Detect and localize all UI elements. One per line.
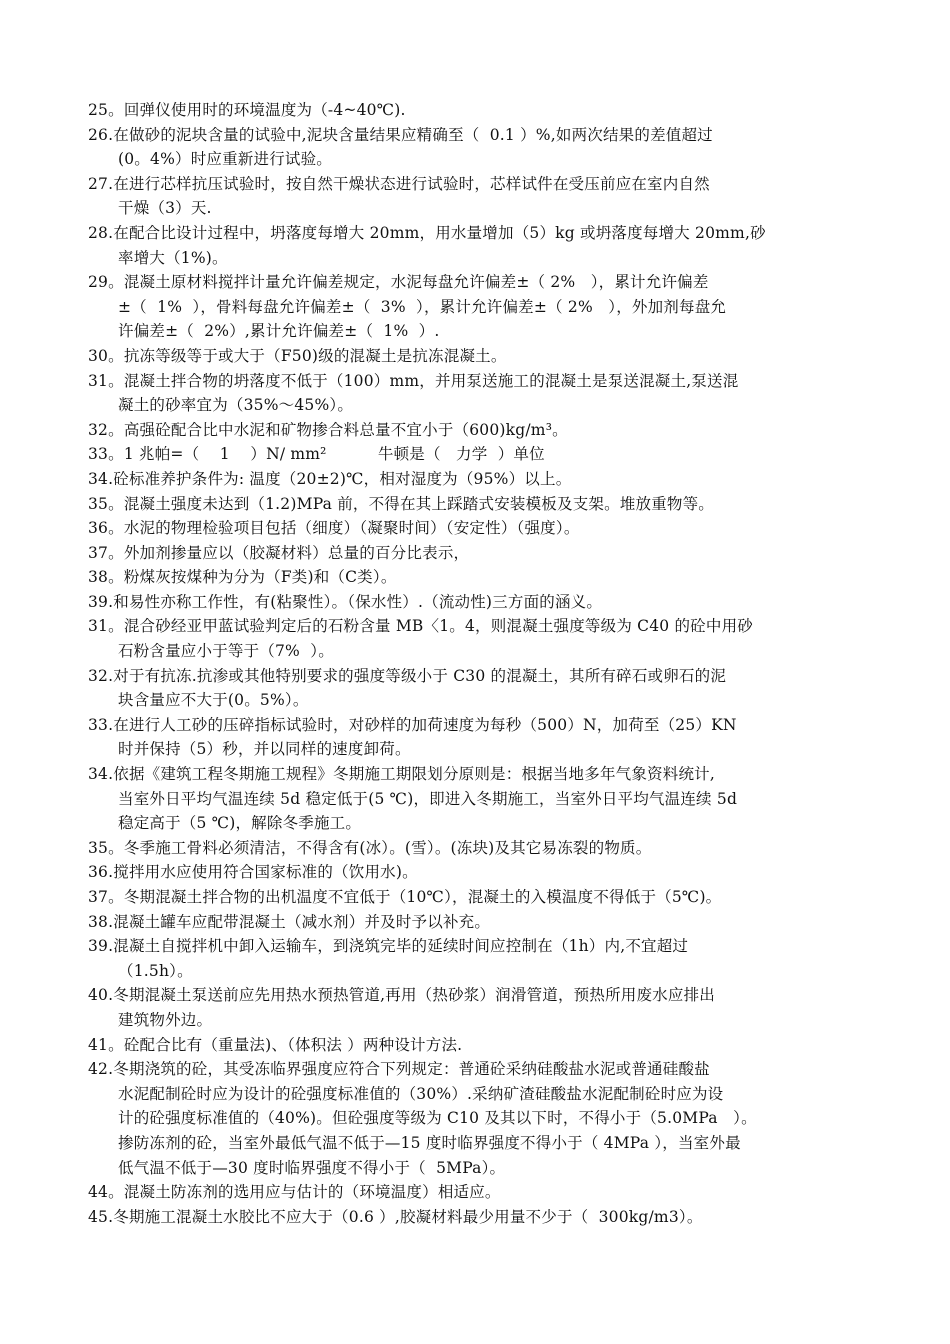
question-item <box>88 565 874 590</box>
question-item <box>88 885 874 910</box>
question-item <box>88 910 874 935</box>
question-item <box>88 614 874 663</box>
question-item <box>88 516 874 541</box>
question-item <box>88 934 874 983</box>
question-item <box>88 1033 874 1058</box>
question-item <box>88 541 874 566</box>
question-item <box>88 344 874 369</box>
question-line: 33。1 兆帕=（ 1 ）N/ mm² 牛顿是（ 力学 ）单位 <box>88 445 545 464</box>
question-continuation-line: 率增大（1%)。 <box>118 248 228 267</box>
question-line: 30。抗冻等级等于或大于（F50)级的混凝土是抗冻混凝土。 <box>88 346 507 365</box>
question-line: 45.冬期施工混凝土水胶比不应大于（0.6 ）,胶凝材料最少用量不少于（ 300kg/m3）。 <box>88 1207 703 1226</box>
question-line: 37。冬期混凝土拌合物的出机温度不宜低于（10℃），混凝土的入模温度不得低于（5℃)。 <box>88 888 722 906</box>
question-item <box>88 221 874 270</box>
question-item <box>88 442 874 467</box>
question-item <box>88 590 874 615</box>
question-line: 33.在进行人工砂的压碎指标试验时，对砂样的加荷速度为每秒（500）N，加荷至（25）KN <box>88 715 737 734</box>
question-item <box>88 1205 874 1230</box>
question-continuation-line: 干燥（3）天. <box>118 199 212 218</box>
question-line: 32。高强砼配合比中水泥和矿物掺合料总量不宜小于（600)kg/m³。 <box>88 420 568 439</box>
question-item <box>88 98 874 123</box>
question-continuation-line: （1.5h）。 <box>118 961 193 980</box>
question-item <box>88 418 874 443</box>
question-continuation-line: 当室外日平均气温连续 5d 稳定低于(5 ℃)，即进入冬期施工，当室外日平均气温连续 5d <box>118 789 738 808</box>
question-line: 34.砼标准养护条件为: 温度（20±2)℃，相对湿度为（95%）以上。 <box>88 469 572 488</box>
question-line: 26.在做砂的泥块含量的试验中,泥块含量结果应精确至（ 0.1 ）%,如两次结果的差值超过 <box>88 125 713 144</box>
question-continuation-line: 水泥配制砼时应为设计的砼强度标准值的（30%）.采纳矿渣硅酸盐水泥配制砼时应为设 <box>118 1084 724 1103</box>
question-continuation-line: 石粉含量应小于等于（7% ）。 <box>118 642 334 661</box>
question-item <box>88 664 874 713</box>
question-item <box>88 123 874 172</box>
question-item <box>88 762 874 836</box>
question-line: 35。混凝土强度未达到（1.2)MPa 前，不得在其上踩踏式安装模板及支架。堆放重物等。 <box>88 494 714 513</box>
question-item <box>88 270 874 344</box>
question-item <box>88 713 874 762</box>
question-line: 31。混合砂经亚甲蓝试验判定后的石粉含量 MB〈1。4，则混凝土强度等级为 C40 的砼中用砂 <box>88 617 753 636</box>
question-line: 28.在配合比设计过程中，坍落度每增大 20mm，用水量增加（5）kg 或坍落度每增大 20mm,砂 <box>88 223 766 242</box>
question-continuation-line: 时并保持（5）秒，并以同样的速度卸荷。 <box>118 740 411 759</box>
question-line: 39.和易性亦称工作性，有(粘聚性）。（保水性）.（流动性)三方面的涵义。 <box>88 592 603 611</box>
question-item <box>88 983 874 1032</box>
document-body <box>88 98 874 1229</box>
question-continuation-line: 许偏差±（ 2%）,累计允许偏差±（ 1% ）. <box>118 322 440 341</box>
question-item <box>88 467 874 492</box>
question-continuation-line: 建筑物外边。 <box>118 1010 213 1029</box>
question-line: 29。混凝土原材料搅拌计量允许偏差规定，水泥每盘允许偏差±（ 2% ），累计允许偏差 <box>88 273 709 292</box>
question-line: 32.对于有抗冻.抗渗或其他特别要求的强度等级小于 C30 的混凝土，其所有碎石或卵石的泥 <box>88 666 727 685</box>
question-line: 41。砼配合比有（重量法)、（体积法 ）两种设计方法. <box>88 1035 463 1054</box>
question-item <box>88 492 874 517</box>
question-item <box>88 836 874 861</box>
question-continuation-line: 稳定高于（5 ℃)，解除冬季施工。 <box>118 814 362 833</box>
question-line: 38。粉煤灰按煤种为分为（F类)和（C类）。 <box>88 568 397 587</box>
question-line: 25。回弹仪使用时的环境温度为（-4~40℃). <box>88 101 406 119</box>
question-line: 38.混凝土罐车应配带混凝土（减水剂）并及时予以补充。 <box>88 912 491 931</box>
question-item <box>88 860 874 885</box>
question-continuation-line: (0。4%）时应重新进行试验。 <box>118 150 332 169</box>
question-item <box>88 369 874 418</box>
question-line: 35。冬季施工骨料必须清洁，不得含有(冰）。(雪）。(冻块)及其它易冻裂的物质。 <box>88 838 652 857</box>
question-continuation-line: 凝土的砂率宜为（35%～45%）。 <box>118 396 354 415</box>
question-item <box>88 1057 874 1180</box>
question-line: 34.依据《建筑工程冬期施工规程》冬期施工期限划分原则是：根据当地多年气象资料统计, <box>88 765 715 784</box>
question-line: 37。外加剂掺量应以（胶凝材料）总量的百分比表示， <box>88 543 470 562</box>
question-line: 36.搅拌用水应使用符合国家标准的（饮用水)。 <box>88 863 418 882</box>
question-continuation-line: 掺防冻剂的砼，当室外最低气温不低于—15 度时临界强度不得小于（ 4MPa ），当室外最 <box>118 1133 741 1152</box>
question-line: 40.冬期混凝土泵送前应先用热水预热管道,再用（热砂浆）润滑管道，预热所用废水应排出 <box>88 986 715 1005</box>
question-item <box>88 172 874 221</box>
question-continuation-line: ±（ 1% ），骨料每盘允许偏差±（ 3% ），累计允许偏差±（ 2% ），外加剂每盘允 <box>118 297 727 316</box>
question-line: 36。水泥的物理检验项目包括（细度）（凝聚时间）（安定性）（强度）。 <box>88 519 580 538</box>
question-continuation-line: 低气温不低于—30 度时临界强度不得小于（ 5MPa）。 <box>118 1158 506 1177</box>
question-line: 27.在进行芯样抗压试验时，按自然干燥状态进行试验时，芯样试件在受压前应在室内自然 <box>88 174 710 193</box>
question-item <box>88 1180 874 1205</box>
question-line: 39.混凝土自搅拌机中卸入运输车，到浇筑完毕的延续时间应控制在（1h）内,不宜超过 <box>88 937 689 956</box>
question-line: 42.冬期浇筑的砼，其受冻临界强度应符合下列规定：普通砼采纳硅酸盐水泥或普通硅酸盐 <box>88 1060 710 1079</box>
question-continuation-line: 计的砼强度标准值的（40%)。但砼强度等级为 C10 及其以下时，不得小于（5.0MPa ）。 <box>118 1109 757 1128</box>
question-line: 44。混凝土防冻剂的选用应与估计的（环境温度）相适应。 <box>88 1183 501 1202</box>
question-continuation-line: 块含量应不大于(0。5%）。 <box>118 691 309 710</box>
question-line: 31。混凝土拌合物的坍落度不低于（100）mm，并用泵送施工的混凝土是泵送混凝土,泵送混 <box>88 371 739 390</box>
